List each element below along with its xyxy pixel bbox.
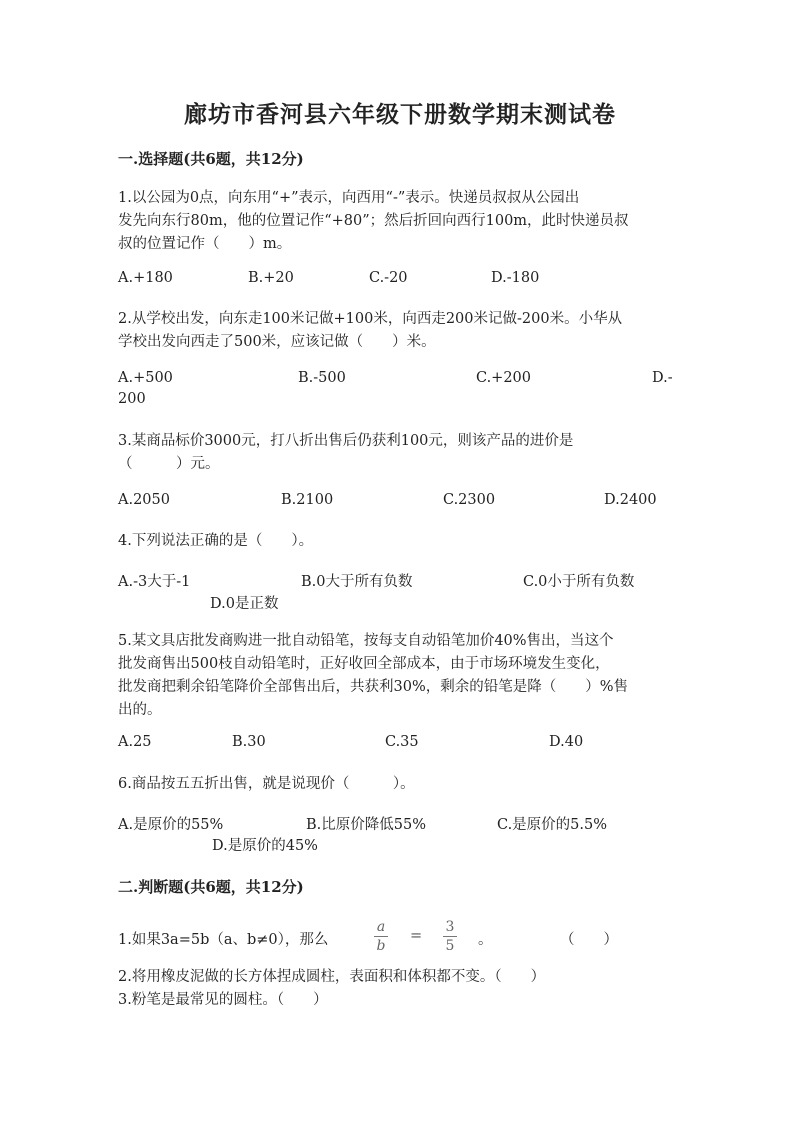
question-1-1 [118, 187, 683, 256]
question-text-line: 3.某商品标价3000元，打八折出售后仍获利100元，则该产品的进价是 [118, 433, 574, 449]
judge-question-2: 2.将用橡皮泥做的长方体捏成圆柱，表面积和体积都不变。（ ） [118, 969, 546, 985]
fraction-denominator: b [376, 938, 386, 954]
fraction-numerator: 3 [445, 919, 455, 935]
question-1-3 [118, 430, 683, 476]
equals-sign: = [410, 928, 423, 944]
question-text-line: 6.商品按五五折出售，就是说现价（ ）。 [118, 776, 415, 792]
fraction-bar [443, 936, 457, 937]
option-b: B.0大于所有负数 [301, 574, 413, 590]
option-d: D.2400 [604, 492, 657, 508]
question-1-6 [118, 773, 683, 796]
option-c: C.0小于所有负数 [523, 574, 635, 590]
option-b: B.+20 [248, 270, 294, 286]
option-b: B.比原价降低55% [306, 817, 426, 833]
fraction-a-over-b [374, 919, 388, 954]
fraction-numerator: a [376, 919, 386, 935]
question-text-line: 批发商把剩余铅笔降价全部售出后，共获利30%，剩余的铅笔是降（ ）%售 [118, 679, 629, 695]
fraction-3-over-5 [443, 919, 457, 954]
question-1-2 [118, 308, 683, 354]
option-a: A.+500 [118, 370, 173, 386]
fraction-bar [374, 936, 388, 937]
option-c: C.+200 [476, 370, 532, 386]
option-a: A.+180 [118, 270, 173, 286]
option-d: D.-180 [491, 270, 540, 286]
question-text-line: 2.从学校出发，向东走100米记做+100米，向西走200米记做-200米。小华从 [118, 311, 623, 327]
option-d: D.40 [549, 734, 584, 750]
option-b: B.2100 [281, 492, 334, 508]
question-text-line: 4.下列说法正确的是（ ）。 [118, 533, 314, 549]
option-c: C.35 [385, 734, 419, 750]
option-a: A.是原价的55% [118, 817, 224, 833]
question-text-line: 发先向东行80m，他的位置记作“+80”；然后折回向西行100m，此时快递员叔 [118, 213, 629, 229]
option-c: C.是原价的5.5% [497, 817, 608, 833]
page-title: 廊坊市香河县六年级下册数学期末测试卷 [184, 101, 616, 128]
question-text-line: （ ）元。 [118, 456, 220, 472]
section-2-heading: 二.判断题(共6题，共12分) [118, 878, 304, 896]
section-1-heading: 一.选择题(共6题，共12分) [118, 150, 304, 168]
option-a: A.2050 [118, 492, 170, 508]
judge-question-1-text: 1.如果3a=5b（a、b≠0），那么 [118, 932, 329, 948]
question-text-line: 批发商售出500枝自动铅笔时，正好收回全部成本，由于市场环境发生变化， [118, 656, 610, 672]
question-text-line: 叔的位置记作（ ）m。 [118, 236, 292, 252]
fraction-denominator: 5 [445, 938, 455, 954]
question-text-line: 出的。 [118, 702, 162, 718]
option-d: D.是原价的45% [212, 838, 318, 854]
question-text-line: 5.某文具店批发商购进一批自动铅笔，按每支自动铅笔加价40%售出，当这个 [118, 633, 614, 649]
judge-question-3: 3.粉笔是最常见的圆柱。（ ） [118, 992, 328, 1008]
period: 。 [478, 932, 493, 948]
question-text-line: 1.以公园为0点，向东用“+”表示，向西用“-”表示。快递员叔叔从公园出 [118, 190, 580, 206]
option-b: B.-500 [298, 370, 346, 386]
question-text-line: 学校出发向西走了500米，应该记做（ ）米。 [118, 334, 436, 350]
option-c: C.-20 [369, 270, 408, 286]
option-d: D.0是正数 [210, 596, 279, 612]
option-b: B.30 [232, 734, 266, 750]
option-a: A.25 [118, 734, 152, 750]
option-d: D.- [652, 370, 673, 386]
question-1-4 [118, 530, 683, 553]
answer-parenthesis: （ ） [560, 932, 618, 948]
question-1-5 [118, 630, 683, 722]
option-c: C.2300 [443, 492, 496, 508]
option-d-wrap: 200 [118, 391, 146, 407]
option-a: A.-3大于-1 [118, 574, 191, 590]
